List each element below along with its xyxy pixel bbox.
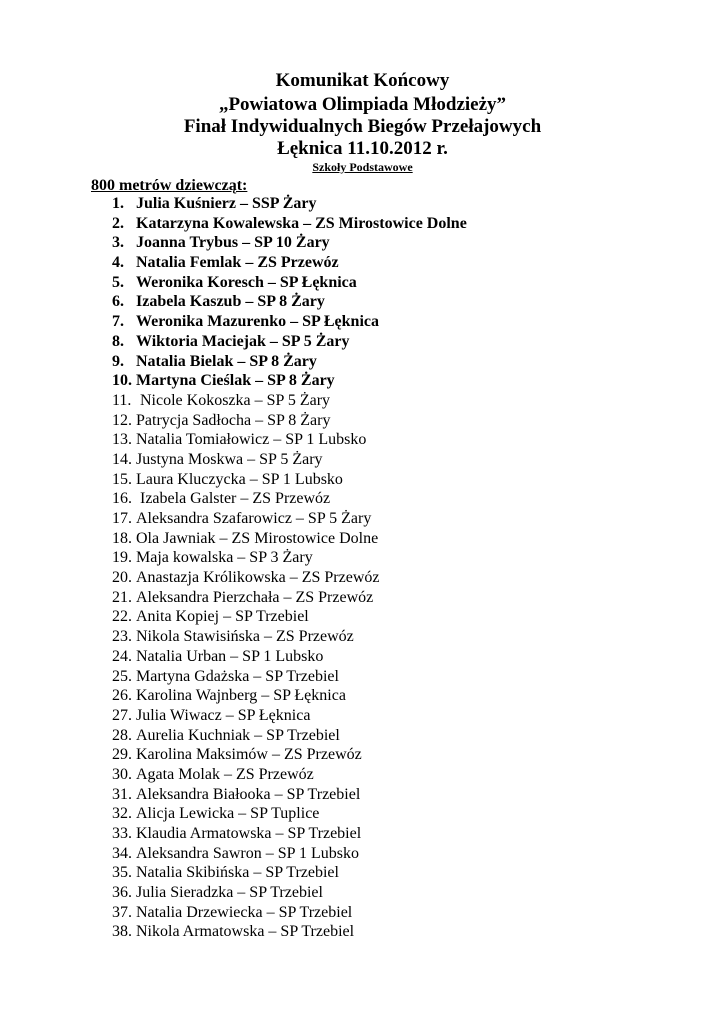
- result-item: [112, 647, 672, 667]
- result-athlete: Weronika Koresch – SP Łęknica: [136, 273, 357, 291]
- result-place: 23.: [112, 628, 132, 646]
- result-item: [112, 450, 672, 470]
- result-athlete: Nikola Stawisińska – ZS Przewóz: [136, 628, 354, 646]
- result-place: 32.: [112, 805, 132, 823]
- result-place: 1.: [112, 195, 124, 212]
- result-place: 35.: [112, 864, 132, 882]
- result-place: 11.: [112, 391, 132, 409]
- result-place: 2.: [112, 214, 124, 232]
- result-athlete: Julia Kuśnierz – SSP Żary: [136, 195, 317, 212]
- result-place: 4.: [112, 254, 124, 272]
- result-athlete: Natalia Drzewiecka – SP Trzebiel: [136, 903, 353, 921]
- result-item: [112, 686, 672, 706]
- result-athlete: Anita Kopiej – SP Trzebiel: [136, 608, 309, 626]
- result-athlete: Agata Molak – ZS Przewóz: [136, 765, 314, 783]
- result-place: 21.: [112, 588, 132, 606]
- result-athlete: Aleksandra Białooka – SP Trzebiel: [136, 785, 361, 803]
- result-item: [112, 726, 672, 746]
- result-place: 12.: [112, 411, 132, 429]
- result-place: 14.: [112, 450, 132, 468]
- result-item: [112, 844, 672, 864]
- result-item: [112, 883, 672, 903]
- result-athlete: Aleksandra Sawron – SP 1 Lubsko: [136, 844, 359, 862]
- result-athlete: Alicja Lewicka – SP Tuplice: [136, 805, 320, 823]
- result-place: 34.: [112, 844, 132, 862]
- result-athlete: Natalia Tomiałowicz – SP 1 Lubsko: [136, 431, 367, 449]
- event-place-date: Łęknica 11.10.2012 r.: [277, 138, 448, 159]
- section-title: 800 metrów dziewcząt:: [91, 177, 248, 194]
- result-item: [112, 430, 672, 450]
- result-place: 29.: [112, 746, 132, 764]
- result-athlete: Joanna Trybus – SP 10 Żary: [136, 234, 330, 252]
- result-item: [112, 352, 672, 372]
- result-item: [112, 411, 672, 431]
- result-item: [112, 529, 672, 549]
- result-place: 30.: [112, 765, 132, 783]
- result-item: [112, 745, 672, 765]
- result-item: [112, 391, 672, 411]
- result-place: 13.: [112, 431, 132, 449]
- school-category: Szkoły Podstawowe: [312, 160, 413, 174]
- result-athlete: Aleksandra Pierzchała – ZS Przewóz: [136, 588, 374, 606]
- result-athlete: Katarzyna Kowalewska – ZS Mirostowice Dolne: [136, 214, 467, 232]
- result-athlete: Weronika Mazurenko – SP Łęknica: [136, 313, 379, 331]
- result-athlete: Martyna Gdażska – SP Trzebiel: [136, 667, 339, 685]
- result-item: [112, 863, 672, 883]
- result-item: [112, 765, 672, 785]
- result-place: 36.: [112, 884, 132, 902]
- result-item: [112, 785, 672, 805]
- result-athlete: Aleksandra Szafarowicz – SP 5 Żary: [136, 510, 372, 527]
- result-athlete: Natalia Bielak – SP 8 Żary: [136, 352, 317, 370]
- result-place: 8.: [112, 332, 124, 350]
- result-item: [112, 233, 672, 253]
- result-athlete: Laura Kluczycka – SP 1 Lubsko: [136, 470, 343, 488]
- result-item: [112, 312, 672, 332]
- result-item: [112, 922, 672, 942]
- result-place: 27.: [112, 706, 132, 724]
- result-place: 18.: [112, 529, 132, 547]
- result-item: [112, 903, 672, 923]
- result-item: [112, 548, 672, 568]
- result-item: [112, 706, 672, 726]
- result-athlete: Justyna Moskwa – SP 5 Żary: [136, 450, 323, 468]
- result-item: [112, 824, 672, 844]
- result-place: 25.: [112, 667, 132, 685]
- result-athlete: Izabela Galster – ZS Przewóz: [136, 490, 331, 508]
- event-name: „Powiatowa Olimpiada Młodzieży”: [218, 94, 507, 115]
- result-athlete: Wiktoria Maciejak – SP 5 Żary: [136, 332, 350, 350]
- result-athlete: Natalia Skibińska – SP Trzebiel: [136, 864, 339, 882]
- result-athlete: Patrycja Sadłocha – SP 8 Żary: [136, 411, 331, 429]
- result-place: 20.: [112, 569, 132, 587]
- result-place: 9.: [112, 352, 124, 370]
- result-item: [112, 470, 672, 490]
- result-place: 37.: [112, 903, 132, 921]
- result-place: 16.: [112, 490, 132, 508]
- result-athlete: Anastazja Królikowska – ZS Przewóz: [136, 569, 380, 587]
- result-item: [112, 253, 672, 273]
- result-item: [112, 371, 672, 391]
- result-item: [112, 667, 672, 687]
- result-place: 10.: [112, 372, 132, 390]
- result-place: 38.: [112, 923, 132, 941]
- document-title: Komunikat Końcowy: [275, 70, 450, 91]
- result-place: 7.: [112, 313, 124, 331]
- result-athlete: Julia Wiwacz – SP Łęknica: [136, 706, 311, 724]
- result-place: 26.: [112, 687, 132, 705]
- result-athlete: Klaudia Armatowska – SP Trzebiel: [136, 825, 362, 842]
- result-athlete: Karolina Wajnberg – SP Łęknica: [136, 687, 346, 705]
- result-place: 3.: [112, 234, 124, 252]
- event-type: Finał Indywidualnych Biegów Przełajowych: [183, 116, 542, 137]
- result-place: 17.: [112, 510, 132, 527]
- result-athlete: Julia Sieradzka – SP Trzebiel: [136, 884, 323, 902]
- result-athlete: Izabela Kaszub – SP 8 Żary: [136, 293, 325, 311]
- result-athlete: Natalia Urban – SP 1 Lubsko: [136, 647, 324, 665]
- result-place: 28.: [112, 726, 132, 744]
- result-place: 15.: [112, 470, 132, 488]
- result-athlete: Natalia Femlak – ZS Przewóz: [136, 254, 339, 272]
- result-item: [112, 588, 672, 608]
- result-athlete: Ola Jawniak – ZS Mirostowice Dolne: [136, 529, 379, 547]
- result-place: 33.: [112, 825, 132, 842]
- result-item: [112, 509, 672, 529]
- result-item: [112, 607, 672, 627]
- result-item: [112, 273, 672, 293]
- result-athlete: Aurelia Kuchniak – SP Trzebiel: [136, 726, 340, 744]
- result-place: 24.: [112, 647, 132, 665]
- result-place: 31.: [112, 785, 132, 803]
- result-item: [112, 194, 672, 214]
- result-item: [112, 332, 672, 352]
- result-place: 19.: [112, 549, 132, 567]
- result-athlete: Martyna Cieślak – SP 8 Żary: [136, 372, 335, 390]
- result-athlete: Maja kowalska – SP 3 Żary: [136, 549, 313, 567]
- result-place: 5.: [112, 273, 124, 291]
- result-item: [112, 292, 672, 312]
- result-athlete: Nicole Kokoszka – SP 5 Żary: [136, 391, 331, 409]
- result-item: [112, 489, 672, 509]
- result-place: 22.: [112, 608, 132, 626]
- result-item: [112, 568, 672, 588]
- results-list: [112, 194, 672, 942]
- result-athlete: Nikola Armatowska – SP Trzebiel: [136, 923, 355, 941]
- result-item: [112, 627, 672, 647]
- result-place: 6.: [112, 293, 124, 311]
- result-athlete: Karolina Maksimów – ZS Przewóz: [136, 746, 362, 764]
- result-item: [112, 214, 672, 234]
- result-item: [112, 804, 672, 824]
